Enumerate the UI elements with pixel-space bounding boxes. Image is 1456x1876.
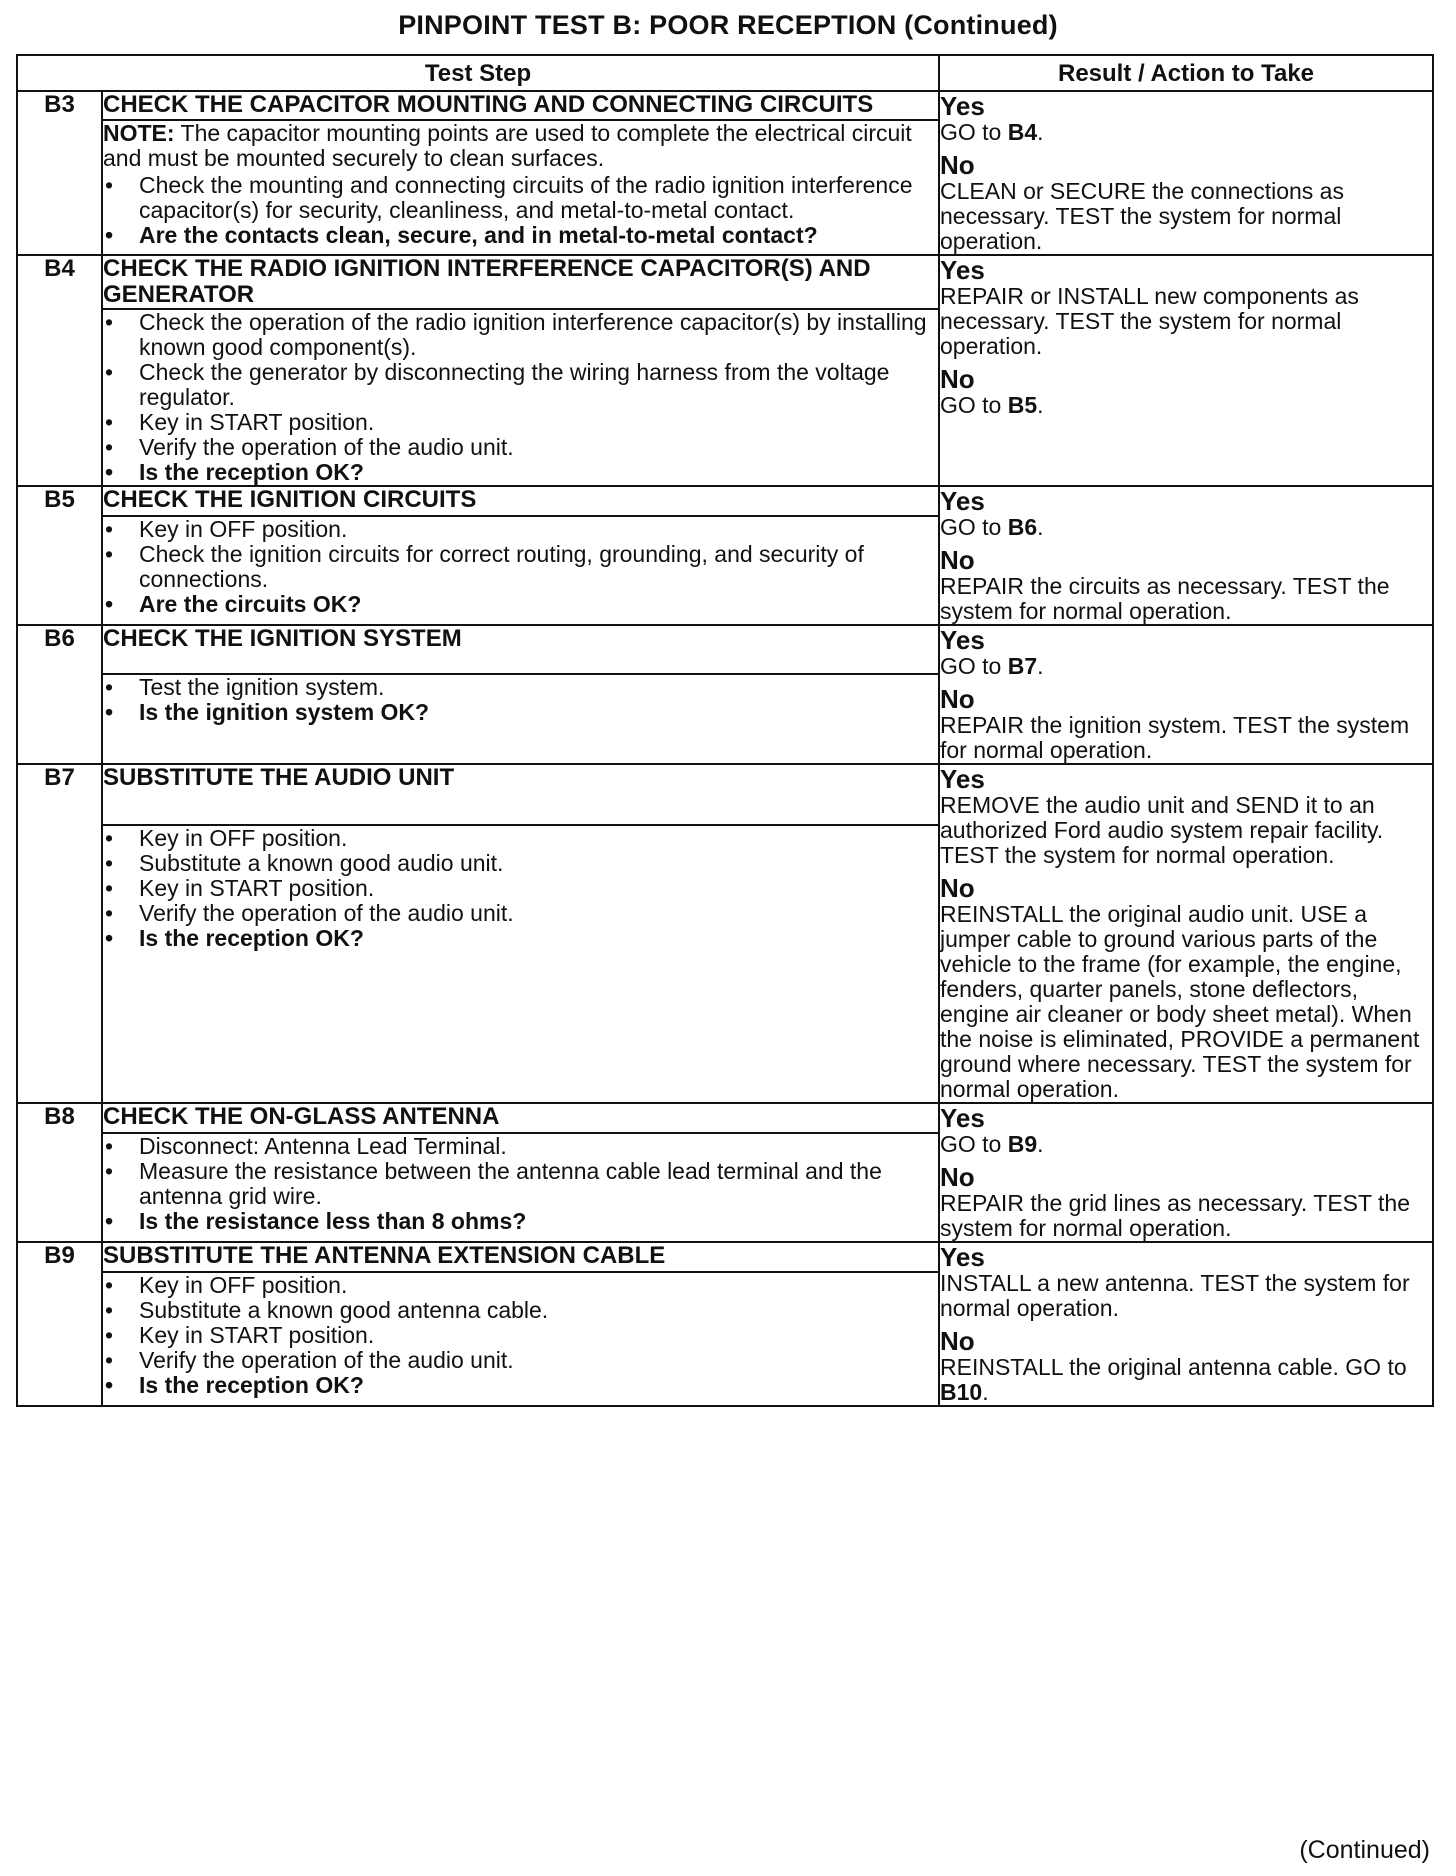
- step-body: [102, 516, 939, 625]
- step-id: B4: [17, 255, 102, 486]
- step-result: [939, 625, 1433, 764]
- yes-action: [940, 120, 1432, 145]
- step-result: [939, 255, 1433, 486]
- step-bullet: • Key in OFF position.: [103, 826, 938, 851]
- step-id: B5: [17, 486, 102, 625]
- step-result: [939, 764, 1433, 1103]
- step-question: • Is the resistance less than 8 ohms?: [103, 1209, 938, 1234]
- yes-action: [940, 654, 1432, 679]
- step-bullet: • Substitute a known good audio unit.: [103, 851, 938, 876]
- yes-action: [940, 1132, 1432, 1157]
- no-action-text: CLEAN or SECURE the connections as necessary. TEST the system for normal operation.: [940, 178, 1344, 254]
- yes-action: [940, 515, 1432, 540]
- no-action-text: REINSTALL the original audio unit. USE a jumper cable to ground various parts of the vehicle to the frame (for example, the engine, fenders, quarter panels, stone deflectors, engine air cleaner or body sheet metal). When the noise is eliminated, PROVIDE a permanent ground where necessary. TEST the system for normal operation.: [940, 901, 1420, 1102]
- yes-action: [940, 793, 1432, 868]
- no-action: [940, 1355, 1432, 1405]
- no-action-text: REPAIR the grid lines as necessary. TEST the system for normal operation.: [940, 1190, 1411, 1241]
- yes-label: Yes: [940, 255, 985, 285]
- no-action-tail: .: [1037, 392, 1044, 418]
- yes-action-text: GO to: [940, 514, 1008, 540]
- test-steps-body: [17, 91, 1433, 1406]
- no-label: No: [940, 1162, 975, 1192]
- note-text: The capacitor mounting points are used to complete the electrical circuit and must be mounted securely to clean surfaces.: [103, 120, 912, 172]
- yes-action: [940, 284, 1432, 359]
- step-id: B6: [17, 625, 102, 764]
- step-bullet: • Check the generator by disconnecting the wiring harness from the voltage regulator.: [103, 360, 938, 410]
- step-bullet-list: [103, 826, 938, 951]
- yes-label: Yes: [940, 1242, 985, 1272]
- step-bullet: • Verify the operation of the audio unit.: [103, 435, 938, 460]
- yes-action-text: REPAIR or INSTALL new components as necessary. TEST the system for normal operation.: [940, 283, 1359, 359]
- header-test-step: Test Step: [17, 55, 939, 91]
- no-action-text: REINSTALL the original antenna cable. GO to: [940, 1354, 1407, 1380]
- step-body: [102, 1272, 939, 1406]
- step-id: B3: [17, 91, 102, 255]
- yes-step-ref: B4: [1007, 119, 1038, 145]
- step-question: • Is the reception OK?: [103, 1373, 938, 1398]
- step-bullet: • Check the mounting and connecting circuits of the radio ignition interference capacitor(s) for security, cleanliness, and metal-to-metal contact.: [103, 173, 938, 223]
- continued-label: (Continued): [1299, 1836, 1430, 1864]
- step-bullet: • Verify the operation of the audio unit.: [103, 1348, 938, 1373]
- no-label: No: [940, 545, 975, 575]
- step-heading-row: [17, 486, 1433, 516]
- yes-action-text: REMOVE the audio unit and SEND it to an authorized Ford audio system repair facility. TEST the system for normal operation.: [940, 792, 1384, 868]
- yes-action-text: GO to: [940, 1131, 1008, 1157]
- yes-action-tail: .: [1037, 119, 1044, 145]
- step-bullet: • Key in START position.: [103, 876, 938, 901]
- step-question: • Is the ignition system OK?: [103, 700, 938, 725]
- step-body: [102, 825, 939, 1103]
- step-heading: CHECK THE IGNITION SYSTEM: [102, 625, 939, 674]
- no-label: No: [940, 873, 975, 903]
- no-action: [940, 179, 1432, 254]
- yes-action: [940, 1271, 1432, 1321]
- step-id: B8: [17, 1103, 102, 1242]
- no-action: [940, 902, 1432, 1102]
- step-bullet-list: [103, 1134, 938, 1234]
- step-bullet-list: [103, 173, 938, 248]
- step-id: B9: [17, 1242, 102, 1406]
- step-heading-row: [17, 91, 1433, 120]
- no-action-text: GO to: [940, 392, 1008, 418]
- no-action-text: REPAIR the circuits as necessary. TEST the system for normal operation.: [940, 573, 1390, 624]
- step-heading-row: [17, 625, 1433, 674]
- step-bullet: • Key in START position.: [103, 410, 938, 435]
- yes-label: Yes: [940, 625, 985, 655]
- yes-action-text: GO to: [940, 653, 1008, 679]
- step-body: [102, 674, 939, 764]
- yes-step-ref: B7: [1007, 653, 1038, 679]
- yes-label: Yes: [940, 486, 985, 516]
- no-action: [940, 1191, 1432, 1241]
- step-bullet: • Test the ignition system.: [103, 675, 938, 700]
- no-action: [940, 713, 1432, 763]
- no-label: No: [940, 684, 975, 714]
- step-question: • Are the contacts clean, secure, and in metal-to-metal contact?: [103, 223, 938, 248]
- yes-step-ref: B9: [1007, 1131, 1038, 1157]
- step-result: [939, 486, 1433, 625]
- step-bullet-list: [103, 675, 938, 725]
- step-result: [939, 91, 1433, 255]
- yes-label: Yes: [940, 1103, 985, 1133]
- table-header-row: [17, 55, 1433, 91]
- step-body: [102, 1133, 939, 1242]
- no-label: No: [940, 150, 975, 180]
- yes-label: Yes: [940, 764, 985, 794]
- step-bullet-list: [103, 1273, 938, 1398]
- step-heading-row: [17, 1103, 1433, 1133]
- step-heading-row: [17, 255, 1433, 309]
- yes-action-tail: .: [1037, 514, 1044, 540]
- step-bullet: • Check the operation of the radio ignition interference capacitor(s) by installing known good component(s).: [103, 310, 938, 360]
- step-id: B7: [17, 764, 102, 1103]
- no-label: No: [940, 1326, 975, 1356]
- header-result: Result / Action to Take: [939, 55, 1433, 91]
- no-action-tail: .: [982, 1379, 989, 1405]
- pinpoint-test-table: [16, 54, 1434, 1407]
- step-bullet: • Substitute a known good antenna cable.: [103, 1298, 938, 1323]
- no-action: [940, 393, 1432, 418]
- note-label: NOTE:: [103, 120, 175, 147]
- step-heading: CHECK THE RADIO IGNITION INTERFERENCE CAPACITOR(S) AND GENERATOR: [102, 255, 939, 309]
- step-question: • Are the circuits OK?: [103, 592, 938, 617]
- yes-action-text: GO to: [940, 119, 1008, 145]
- yes-step-ref: B6: [1007, 514, 1038, 540]
- step-heading: CHECK THE ON-GLASS ANTENNA: [102, 1103, 939, 1133]
- step-heading: CHECK THE IGNITION CIRCUITS: [102, 486, 939, 516]
- yes-action-tail: .: [1037, 1131, 1044, 1157]
- yes-action-tail: .: [1037, 653, 1044, 679]
- step-bullet: • Key in OFF position.: [103, 517, 938, 542]
- step-bullet-list: [103, 517, 938, 617]
- no-action-text: REPAIR the ignition system. TEST the system for normal operation.: [940, 712, 1410, 763]
- no-label: No: [940, 364, 975, 394]
- no-action: [940, 574, 1432, 624]
- step-bullet-list: [103, 310, 938, 485]
- step-bullet: • Disconnect: Antenna Lead Terminal.: [103, 1134, 938, 1159]
- step-bullet: • Key in START position.: [103, 1323, 938, 1348]
- step-body: [102, 309, 939, 486]
- step-bullet: • Verify the operation of the audio unit.: [103, 901, 938, 926]
- step-result: [939, 1242, 1433, 1406]
- step-body: [102, 120, 939, 255]
- step-note: [103, 121, 938, 171]
- no-step-ref: B5: [1007, 392, 1038, 418]
- no-step-ref: B10: [940, 1379, 983, 1405]
- step-bullet: • Check the ignition circuits for correct routing, grounding, and security of connections.: [103, 542, 938, 592]
- step-heading-row: [17, 1242, 1433, 1272]
- step-question: • Is the reception OK?: [103, 460, 938, 485]
- page-title: PINPOINT TEST B: POOR RECEPTION (Continued): [398, 10, 1058, 40]
- step-bullet: • Measure the resistance between the antenna cable lead terminal and the antenna grid wire.: [103, 1159, 938, 1209]
- step-heading: CHECK THE CAPACITOR MOUNTING AND CONNECTING CIRCUITS: [102, 91, 939, 120]
- step-heading: SUBSTITUTE THE ANTENNA EXTENSION CABLE: [102, 1242, 939, 1272]
- yes-label: Yes: [940, 91, 985, 121]
- step-bullet: • Key in OFF position.: [103, 1273, 938, 1298]
- step-heading-row: [17, 764, 1433, 825]
- yes-action-text: INSTALL a new antenna. TEST the system for normal operation.: [940, 1270, 1410, 1321]
- step-question: • Is the reception OK?: [103, 926, 938, 951]
- step-result: [939, 1103, 1433, 1242]
- step-heading: SUBSTITUTE THE AUDIO UNIT: [102, 764, 939, 825]
